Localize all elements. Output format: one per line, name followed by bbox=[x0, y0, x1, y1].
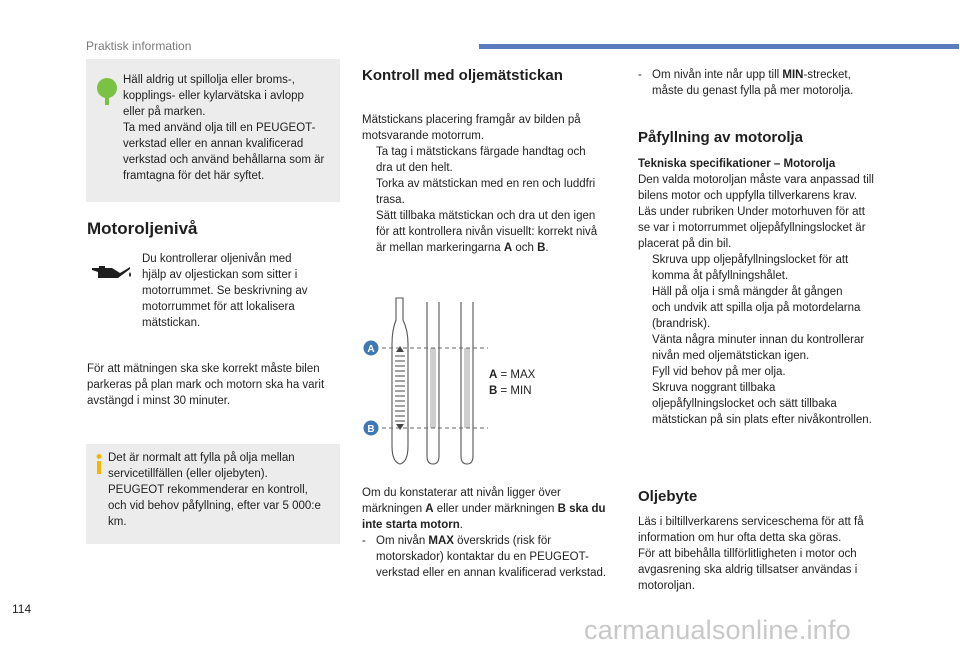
eco-tree-icon bbox=[96, 77, 118, 107]
text-run: Om nivån inte når upp till bbox=[652, 69, 783, 81]
info-icon bbox=[95, 454, 103, 474]
change-line: information om hur ofta detta ska göras. bbox=[638, 532, 842, 544]
bullet-line: trasa. bbox=[376, 194, 405, 206]
watermark: carmanualsonline.info bbox=[584, 615, 851, 645]
spec-line: Den valda motoroljan måste vara anpassad till bbox=[638, 174, 874, 186]
bullet-line: Sätt tillbaka mätstickan och dra ut den igen bbox=[376, 210, 596, 222]
bullet-line: komma åt påfyllningshålet. bbox=[652, 270, 789, 282]
marker-b-ref: B bbox=[537, 242, 546, 254]
bullet-line: Vänta några minuter innan du kontrollerar bbox=[652, 334, 865, 346]
after-line bbox=[362, 501, 624, 517]
text-run: B ska du bbox=[557, 503, 606, 515]
list-item bbox=[362, 533, 624, 581]
callout-a-label: A bbox=[367, 344, 375, 355]
note-line: verkstad och använd behållarna som är bbox=[123, 154, 325, 166]
header-accent-bar bbox=[479, 44, 959, 49]
intro-line: motsvarande motorrum. bbox=[362, 130, 485, 142]
legend-value: = MAX bbox=[497, 369, 536, 381]
text-run: är mellan markeringarna bbox=[376, 242, 504, 254]
bullet-line: Ta tag i mätstickans färgade handtag och bbox=[376, 146, 586, 158]
bullet-line: mätstickan på sin plats efter nivåkontrollen. bbox=[652, 414, 872, 426]
text-run: överskrids (risk för bbox=[453, 535, 552, 547]
legend-key: B bbox=[489, 385, 498, 397]
note-line: kopplings- eller kylarvätska i avlopp bbox=[123, 90, 304, 102]
text-run: Om nivån bbox=[376, 535, 429, 547]
legend-key: A bbox=[489, 369, 498, 381]
list-item bbox=[638, 380, 906, 428]
note-line: PEUGEOT rekommenderar en kontroll, bbox=[108, 484, 308, 496]
heading-oljebyte: Oljebyte bbox=[638, 488, 698, 505]
note-line: eller på marken. bbox=[123, 106, 206, 118]
indicator-line: motorrummet för att lokalisera bbox=[142, 301, 295, 313]
text-run: -strecket, bbox=[803, 69, 851, 81]
bullet-line: Häll på olja i små mängder åt gången bbox=[652, 286, 843, 298]
list-item bbox=[638, 332, 906, 364]
note-line: framtagna för det här syftet. bbox=[123, 170, 265, 182]
figure-legend bbox=[489, 367, 535, 399]
list-item bbox=[638, 67, 900, 99]
text-run: eller under märkningen bbox=[433, 503, 558, 515]
bullet-line: Fyll vid behov på mer olja. bbox=[652, 366, 786, 378]
list-item bbox=[362, 144, 620, 176]
eco-warning-note bbox=[86, 59, 340, 202]
dash-line: verkstad eller en annan kvalificerad verkstad. bbox=[376, 567, 607, 579]
note-line: och vid behov påfyllning, efter var 5 000:e bbox=[108, 500, 321, 512]
spec-line: placerat på din bil. bbox=[638, 238, 732, 250]
text-run: märkningen bbox=[362, 503, 426, 515]
text-run: inte starta motorn bbox=[362, 519, 460, 531]
after-line: Om du konstaterar att nivån ligger över bbox=[362, 487, 561, 499]
bullet-line bbox=[376, 240, 620, 256]
dash-marker: - bbox=[362, 535, 366, 547]
change-line: avgasrening ska aldrig tillsatser användas i bbox=[638, 564, 858, 576]
list-item bbox=[638, 364, 906, 380]
dash-line bbox=[376, 533, 624, 549]
bullet-line: nivån med oljemätstickan igen. bbox=[652, 350, 810, 362]
change-line: Läs i biltillverkarens serviceschema för att få bbox=[638, 516, 864, 528]
heading-kontroll: Kontroll med oljemätstickan bbox=[362, 67, 563, 84]
list-item bbox=[362, 176, 620, 208]
dash-marker: - bbox=[638, 69, 642, 81]
bullet-line: (brandrisk). bbox=[652, 318, 711, 330]
spec-title: Tekniska specifikationer – Motorolja bbox=[638, 158, 836, 170]
paragraph-line: parkeras på plan mark och motorn ska ha varit bbox=[87, 379, 325, 391]
dash-line bbox=[652, 67, 900, 83]
list-item bbox=[362, 208, 620, 256]
text-run: MAX bbox=[428, 535, 454, 547]
text-run: A bbox=[425, 503, 434, 515]
bullet-line: oljepåfyllningslocket och sätt tillbaka bbox=[652, 398, 837, 410]
spec-line: bilens motor och uppfylla tillverkarens krav. bbox=[638, 190, 858, 202]
paragraph-line: avstängd i minst 30 minuter. bbox=[87, 395, 231, 407]
indicator-line: mätstickan. bbox=[142, 317, 201, 329]
note-line: servicetillfällen (eller oljebyten). bbox=[108, 468, 268, 480]
text-run: och bbox=[512, 242, 538, 254]
list-item bbox=[638, 284, 906, 332]
text-run: . bbox=[459, 519, 463, 531]
bullet-line: dra ut den helt. bbox=[376, 162, 453, 174]
paragraph-line: För att mätningen ska ske korrekt måste bilen bbox=[87, 363, 320, 375]
spec-line: Läs under rubriken Under motorhuven för att bbox=[638, 206, 865, 218]
indicator-line: Du kontrollerar oljenivån med bbox=[142, 253, 292, 265]
indicator-line: motorrummet. Se beskrivning av bbox=[142, 285, 308, 297]
text-run: . bbox=[545, 242, 549, 254]
list-item bbox=[638, 252, 906, 284]
note-line: verkstad eller en annan kvalificerad bbox=[123, 138, 304, 150]
note-line: Det är normalt att fylla på olja mellan bbox=[108, 452, 295, 464]
bullet-line: för att kontrollera nivån visuellt: korrekt nivå bbox=[376, 226, 598, 238]
bullet-line: och undvik att spilla olja på motordelarna bbox=[652, 302, 861, 314]
change-line: motoroljan. bbox=[638, 580, 695, 592]
bullet-line: Skruva noggrant tillbaka bbox=[652, 382, 776, 394]
dash-line: måste du genast fylla på mer motorolja. bbox=[652, 85, 854, 97]
dipstick-illustration bbox=[360, 296, 500, 468]
indicator-line: hjälp av oljestickan som sitter i bbox=[142, 269, 298, 281]
change-line: För att bibehålla tillförlitligheten i motor och bbox=[638, 548, 857, 560]
spec-line: se var i motorrummet oljepåfyllningslocket är bbox=[638, 222, 866, 234]
note-line: Ta med använd olja till en PEUGEOT- bbox=[123, 122, 316, 134]
note-line: km. bbox=[108, 516, 127, 528]
intro-line: Mätstickans placering framgår av bilden på bbox=[362, 114, 581, 126]
page-number: 114 bbox=[12, 602, 32, 616]
note-line: Häll aldrig ut spillolja eller broms-, bbox=[123, 74, 295, 86]
dash-line: motorskador) kontaktar du en PEUGEOT- bbox=[376, 551, 589, 563]
heading-pafyllning: Påfyllning av motorolja bbox=[638, 129, 804, 146]
info-note bbox=[86, 444, 340, 544]
section-title: Praktisk information bbox=[86, 39, 192, 53]
oil-can-warning-icon bbox=[90, 262, 132, 284]
marker-a-ref: A bbox=[503, 242, 513, 254]
legend-value: = MIN bbox=[497, 385, 532, 397]
callout-b-label: B bbox=[367, 424, 375, 435]
text-run: MIN bbox=[782, 69, 804, 81]
heading-motoroljeniva: Motoroljenivå bbox=[87, 219, 198, 238]
bullet-line: Torka av mätstickan med en ren och luddfri bbox=[376, 178, 596, 190]
bullet-line: Skruva upp oljepåfyllningslocket för att bbox=[652, 254, 849, 266]
after-line bbox=[362, 517, 624, 533]
